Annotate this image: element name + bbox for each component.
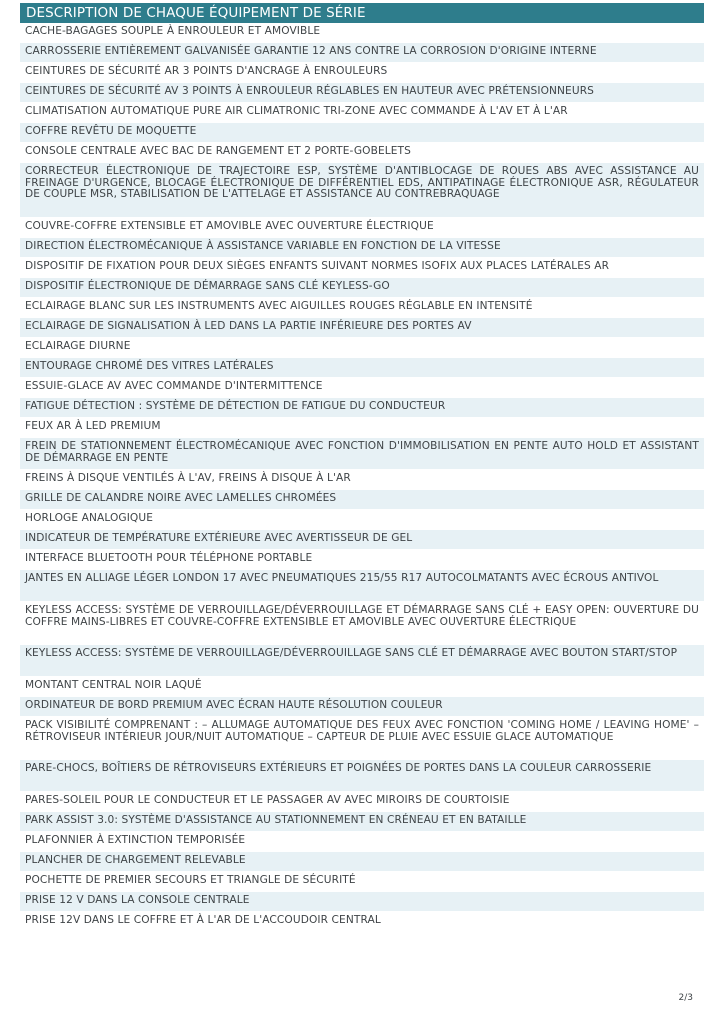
equipment-item: KEYLESS ACCESS: SYSTÈME DE VERROUILLAGE/DÉVERROUILLAGE ET DÉMARRAGE SANS CLÉ + EASY OPEN: OUVERTURE DU COFFRE MAINS-LIBRES ET COUVRE-COFFRE EXTENSIBLE ET AMOVIBLE AVEC OUVERTURE ÉLECTRIQUE xyxy=(20,602,704,645)
equipment-item: CACHE-BAGAGES SOUPLE À ENROULEUR ET AMOVIBLE xyxy=(20,23,704,43)
equipment-item: PLANCHER DE CHARGEMENT RELEVABLE xyxy=(20,852,704,872)
equipment-item: FREIN DE STATIONNEMENT ÉLECTROMÉCANIQUE AVEC FONCTION D'IMMOBILISATION EN PENTE AUTO HOLD ET ASSISTANT DE DÉMARRAGE EN PENTE xyxy=(20,438,704,470)
equipment-item: ECLAIRAGE DIURNE xyxy=(20,338,704,358)
equipment-item: CARROSSERIE ENTIÈREMENT GALVANISÉE GARANTIE 12 ANS CONTRE LA CORROSION D'ORIGINE INTERNE xyxy=(20,43,704,63)
equipment-item: CEINTURES DE SÉCURITÉ AR 3 POINTS D'ANCRAGE À ENROULEURS xyxy=(20,63,704,83)
equipment-item: CEINTURES DE SÉCURITÉ AV 3 POINTS À ENROULEUR RÉGLABLES EN HAUTEUR AVEC PRÉTENSIONNEURS xyxy=(20,83,704,103)
equipment-item: KEYLESS ACCESS: SYSTÈME DE VERROUILLAGE/DÉVERROUILLAGE SANS CLÉ ET DÉMARRAGE AVEC BOUTON START/STOP xyxy=(20,645,704,677)
equipment-item: CONSOLE CENTRALE AVEC BAC DE RANGEMENT ET 2 PORTE-GOBELETS xyxy=(20,143,704,163)
equipment-item: INTERFACE BLUETOOTH POUR TÉLÉPHONE PORTABLE xyxy=(20,550,704,570)
equipment-item: FEUX AR À LED PREMIUM xyxy=(20,418,704,438)
equipment-item: DISPOSITIF ÉLECTRONIQUE DE DÉMARRAGE SANS CLÉ KEYLESS-GO xyxy=(20,278,704,298)
equipment-item: INDICATEUR DE TEMPÉRATURE EXTÉRIEURE AVEC AVERTISSEUR DE GEL xyxy=(20,530,704,550)
equipment-section xyxy=(20,3,704,932)
equipment-item: CORRECTEUR ÉLECTRONIQUE DE TRAJECTOIRE ESP, SYSTÈME D'ANTIBLOCAGE DE ROUES ABS AVEC ASSISTANCE AU FREINAGE D'URGENCE, BLOCAGE ÉLECTRONIQUE DE DIFFÉRENTIEL EDS, ANTIPATINAGE ÉLECTRONIQUE ASR, RÉGULATEUR DE COUPLE MSR, STABILISATION DE L'ATTELAGE ET ASSISTANCE AU CONTREBRAQUAGE xyxy=(20,163,704,218)
page-number: 2/3 xyxy=(678,993,693,1003)
equipment-item: ECLAIRAGE DE SIGNALISATION À LED DANS LA PARTIE INFÉRIEURE DES PORTES AV xyxy=(20,318,704,338)
equipment-item: DISPOSITIF DE FIXATION POUR DEUX SIÈGES ENFANTS SUIVANT NORMES ISOFIX AUX PLACES LATÉRALES AR xyxy=(20,258,704,278)
equipment-item: PRISE 12V DANS LE COFFRE ET À L'AR DE L'ACCOUDOIR CENTRAL xyxy=(20,912,704,932)
equipment-item: ORDINATEUR DE BORD PREMIUM AVEC ÉCRAN HAUTE RÉSOLUTION COULEUR xyxy=(20,697,704,717)
equipment-item: PACK VISIBILITÉ COMPRENANT : – ALLUMAGE AUTOMATIQUE DES FEUX AVEC FONCTION 'COMING HOME / LEAVING HOME' – RÉTROVISEUR INTÉRIEUR JOUR/NUIT AUTOMATIQUE – CAPTEUR DE PLUIE AVEC ESSUIE GLACE AUTOMATIQUE xyxy=(20,717,704,760)
equipment-item: FATIGUE DÉTECTION : SYSTÈME DE DÉTECTION DE FATIGUE DU CONDUCTEUR xyxy=(20,398,704,418)
equipment-item: PARK ASSIST 3.0: SYSTÈME D'ASSISTANCE AU STATIONNEMENT EN CRÉNEAU ET EN BATAILLE xyxy=(20,812,704,832)
equipment-item: ECLAIRAGE BLANC SUR LES INSTRUMENTS AVEC AIGUILLES ROUGES RÉGLABLE EN INTENSITÉ xyxy=(20,298,704,318)
equipment-item: PARE-CHOCS, BOÎTIERS DE RÉTROVISEURS EXTÉRIEURS ET POIGNÉES DE PORTES DANS LA COULEUR CARROSSERIE xyxy=(20,760,704,792)
equipment-item: PLAFONNIER À EXTINCTION TEMPORISÉE xyxy=(20,832,704,852)
equipment-item: POCHETTE DE PREMIER SECOURS ET TRIANGLE DE SÉCURITÉ xyxy=(20,872,704,892)
equipment-item: COUVRE-COFFRE EXTENSIBLE ET AMOVIBLE AVEC OUVERTURE ÉLECTRIQUE xyxy=(20,218,704,238)
section-title: DESCRIPTION DE CHAQUE ÉQUIPEMENT DE SÉRIE xyxy=(20,3,704,23)
equipment-item: HORLOGE ANALOGIQUE xyxy=(20,510,704,530)
equipment-item: FREINS À DISQUE VENTILÉS À L'AV, FREINS À DISQUE À L'AR xyxy=(20,470,704,490)
equipment-item: ENTOURAGE CHROMÉ DES VITRES LATÉRALES xyxy=(20,358,704,378)
equipment-item: GRILLE DE CALANDRE NOIRE AVEC LAMELLES CHROMÉES xyxy=(20,490,704,510)
equipment-item: COFFRE REVÊTU DE MOQUETTE xyxy=(20,123,704,143)
equipment-item: MONTANT CENTRAL NOIR LAQUÉ xyxy=(20,677,704,697)
equipment-item: JANTES EN ALLIAGE LÉGER LONDON 17 AVEC PNEUMATIQUES 215/55 R17 AUTOCOLMATANTS AVEC ÉCROUS ANTIVOL xyxy=(20,570,704,602)
equipment-item: DIRECTION ÉLECTROMÉCANIQUE À ASSISTANCE VARIABLE EN FONCTION DE LA VITESSE xyxy=(20,238,704,258)
equipment-item: PARES-SOLEIL POUR LE CONDUCTEUR ET LE PASSAGER AV AVEC MIROIRS DE COURTOISIE xyxy=(20,792,704,812)
equipment-item: CLIMATISATION AUTOMATIQUE PURE AIR CLIMATRONIC TRI-ZONE AVEC COMMANDE À L'AV ET À L'AR xyxy=(20,103,704,123)
equipment-item: PRISE 12 V DANS LA CONSOLE CENTRALE xyxy=(20,892,704,912)
equipment-item: ESSUIE-GLACE AV AVEC COMMANDE D'INTERMITTENCE xyxy=(20,378,704,398)
equipment-list xyxy=(20,23,704,932)
